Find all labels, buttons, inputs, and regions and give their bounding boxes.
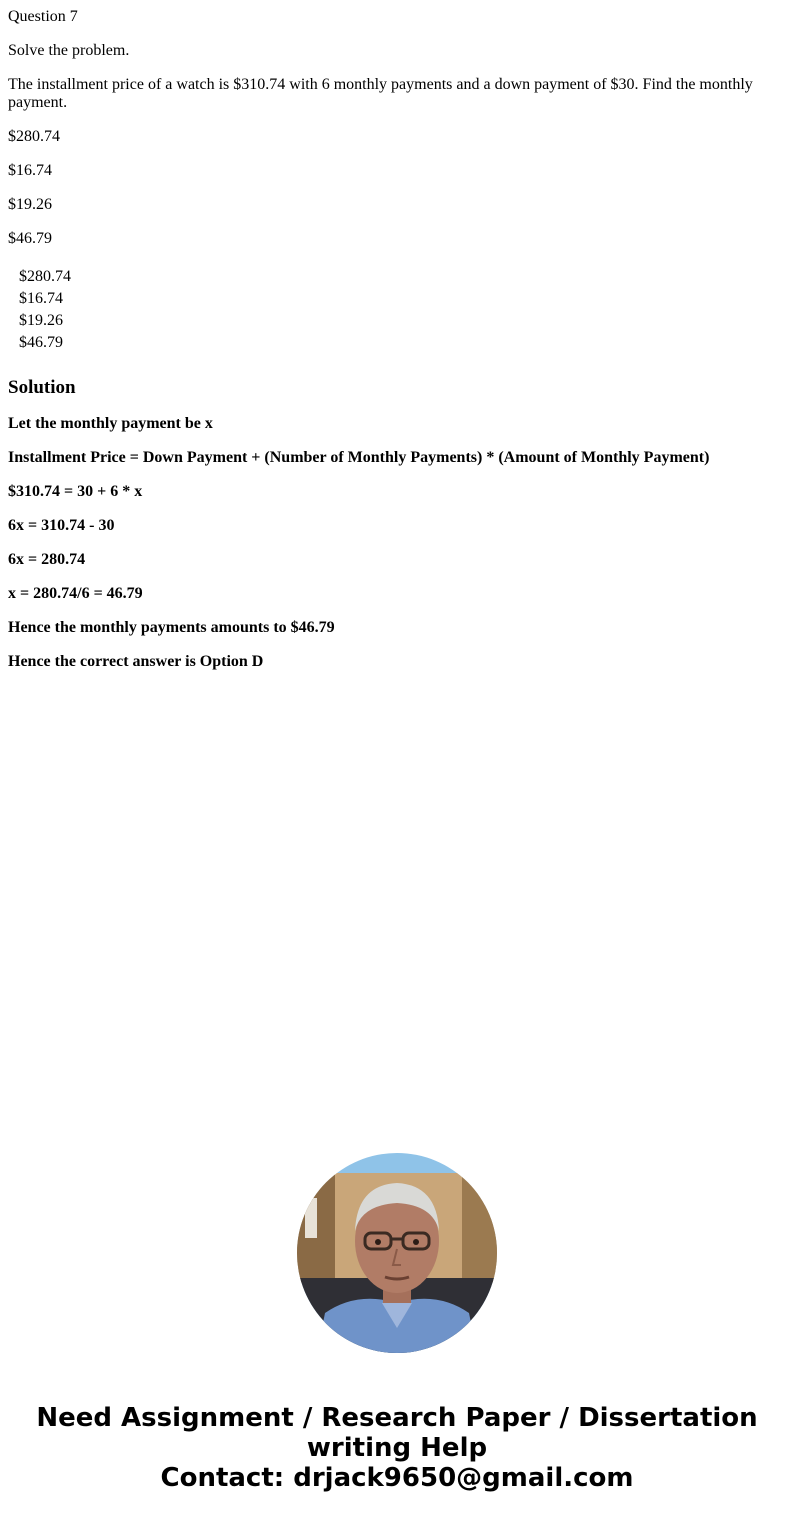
solution-step: x = 280.74/6 = 46.79 [8, 585, 143, 602]
solution-step: Hence the monthly payments amounts to $46.79 [8, 619, 335, 636]
list-item: $19.26 [19, 312, 63, 329]
answer-option-d: $46.79 [8, 230, 52, 247]
answer-option-b: $16.74 [8, 162, 52, 179]
answer-option-list [8, 266, 786, 354]
author-avatar [297, 1153, 497, 1353]
question-text: The installment price of a watch is $310.74 with 6 monthly payments and a down payment of $30. Find the monthly payment. [8, 76, 753, 111]
list-item: $16.74 [19, 290, 63, 307]
solution-step: $310.74 = 30 + 6 * x [8, 483, 143, 500]
promo-contact: Contact: drjack9650@gmail.com [160, 1463, 634, 1493]
solution-step: 6x = 310.74 - 30 [8, 517, 115, 534]
author-portrait-image [297, 1153, 497, 1353]
solution-heading: Solution [8, 377, 76, 398]
answer-option-a: $280.74 [8, 128, 60, 145]
promo-banner [0, 1403, 794, 1493]
solution-step: Hence the correct answer is Option D [8, 653, 264, 670]
question-instruction: Solve the problem. [8, 42, 130, 59]
question-title: Question 7 [8, 8, 78, 25]
document-content [8, 8, 786, 687]
solution-step: Installment Price = Down Payment + (Number of Monthly Payments) * (Amount of Monthly Payment) [8, 449, 710, 466]
promo-line: Need Assignment / Research Paper / Dissertation [36, 1403, 758, 1433]
answer-option-c: $19.26 [8, 196, 52, 213]
list-item: $46.79 [19, 334, 63, 351]
promo-line: writing Help [306, 1433, 488, 1463]
solution-step: Let the monthly payment be x [8, 415, 213, 432]
list-item: $280.74 [19, 268, 71, 285]
solution-step: 6x = 280.74 [8, 551, 86, 568]
